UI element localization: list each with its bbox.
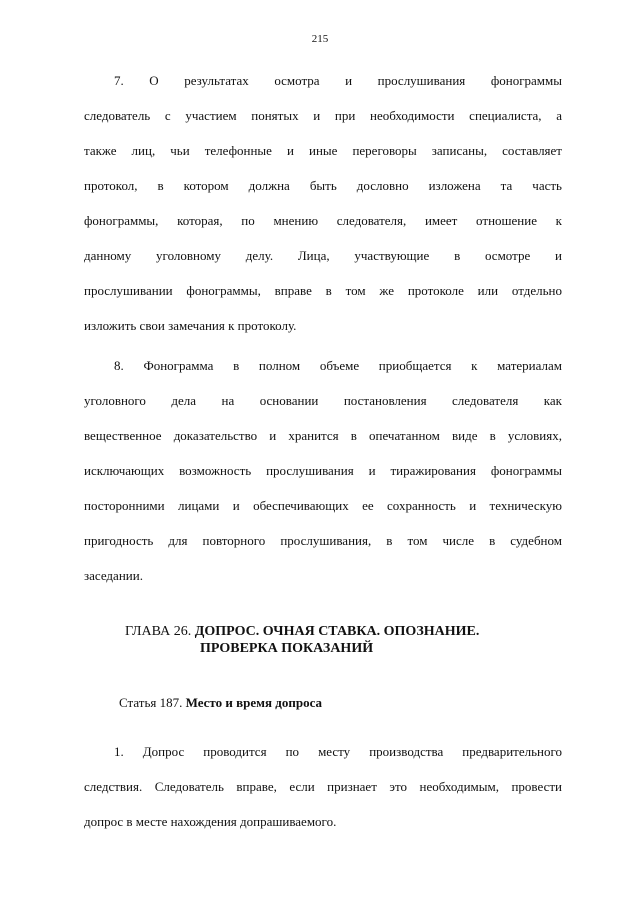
text-line: допрос в месте нахождения допрашиваемого.	[84, 814, 337, 829]
paragraph-8	[84, 358, 562, 603]
text-line: прослушивании фонограммы, вправе в том же протоколе или отдельно	[84, 283, 562, 298]
text-line: исключающих возможность прослушивания и тиражирования фонограммы	[84, 463, 562, 478]
text-line: данному уголовному делу. Лица, участвующие в осмотре и	[84, 248, 562, 263]
page-number: 215	[311, 33, 329, 45]
text-line: также лиц, чьи телефонные и иные переговоры записаны, составляет	[84, 143, 562, 158]
article-title: Место и время допроса	[185, 695, 323, 710]
text-line: 8. Фонограмма в полном объеме приобщается к материалам	[114, 358, 562, 373]
chapter-title-line1: ДОПРОС. ОЧНАЯ СТАВКА. ОПОЗНАНИЕ.	[194, 624, 480, 639]
text-line: уголовного дела на основании постановления следователя как	[84, 393, 562, 408]
text-line: 1. Допрос проводится по месту производства предварительного	[114, 744, 562, 759]
text-line: фонограммы, которая, по мнению следователя, имеет отношение к	[84, 213, 562, 228]
text-line: посторонними лицами и обеспечивающих ее сохранность и техническую	[84, 498, 562, 513]
chapter-prefix: ГЛАВА 26.	[125, 624, 192, 639]
text-line: 7. О результатах осмотра и прослушивания фонограммы	[114, 73, 562, 88]
chapter-title-line2: ПРОВЕРКА ПОКАЗАНИЙ	[200, 641, 374, 656]
text-line: пригодность для повторного прослушивания, в том числе в судебном	[84, 533, 562, 548]
article-heading	[119, 695, 322, 711]
text-line: вещественное доказательство и хранится в опечатанном виде в условиях,	[84, 428, 562, 443]
text-line: изложить свои замечания к протоколу.	[84, 318, 297, 333]
text-line: протокол, в котором должна быть дословно изложена та часть	[84, 178, 562, 193]
chapter-heading	[125, 623, 479, 657]
paragraph-1	[84, 744, 562, 849]
text-line: заседании.	[84, 568, 143, 583]
text-line: следствия. Следователь вправе, если признает это необходимым, провести	[84, 779, 562, 794]
text-line: следователь с участием понятых и при необходимости специалиста, а	[84, 108, 562, 123]
article-prefix: Статья 187.	[119, 695, 183, 710]
paragraph-7	[84, 73, 562, 353]
